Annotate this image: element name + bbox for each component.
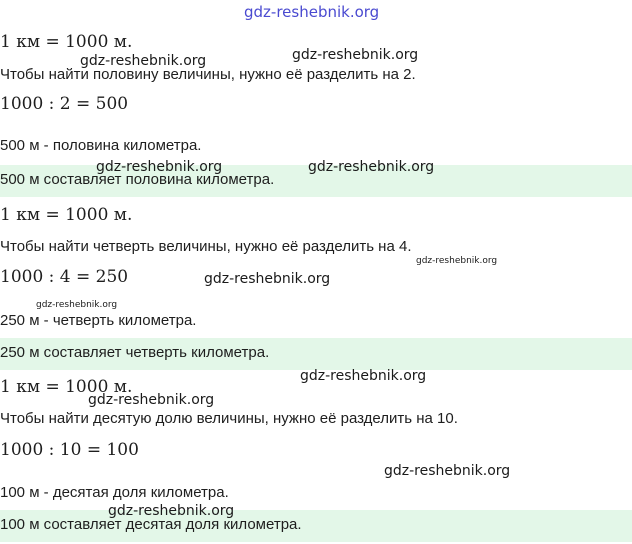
answer-line-2: 250 м составляет четверть километра. [0, 344, 270, 361]
header-watermark: gdz-reshebnik.org [244, 3, 380, 21]
watermark: gdz-reshebnik.org [292, 47, 419, 63]
watermark: gdz-reshebnik.org [300, 368, 427, 384]
result-line-1: 500 м - половина километра. [0, 137, 202, 154]
watermark: gdz-reshebnik.org [80, 53, 207, 69]
watermark: gdz-reshebnik.org [416, 256, 498, 266]
answer-line-1: 500 м составляет половина километра. [0, 171, 275, 188]
watermark: gdz-reshebnik.org [88, 392, 215, 408]
watermark: gdz-reshebnik.org [308, 159, 435, 175]
calculation-line-2: 1000 : 4 = 250 [0, 267, 129, 287]
answer-box-2 [0, 338, 632, 370]
calculation-line-3: 1000 : 10 = 100 [0, 440, 139, 460]
calculation-line-1: 1000 : 2 = 500 [0, 94, 129, 114]
rule-line-3: Чтобы найти десятую долю величины, нужно её разделить на 10. [0, 410, 458, 427]
answer-line-3: 100 м составляет десятая доля километра. [0, 516, 302, 533]
equivalence-line-3: 1 км = 1000 м. [0, 377, 133, 397]
rule-line-2: Чтобы найти четверть величины, нужно её разделить на 4. [0, 238, 412, 255]
result-line-2: 250 м - четверть километра. [0, 312, 197, 329]
watermark: gdz-reshebnik.org [108, 503, 235, 519]
answer-box-3 [0, 510, 632, 542]
watermark: gdz-reshebnik.org [384, 463, 511, 479]
watermark: gdz-reshebnik.org [204, 271, 331, 287]
watermark: gdz-reshebnik.org [96, 159, 223, 175]
equivalence-line-2: 1 км = 1000 м. [0, 205, 133, 225]
rule-line-1: Чтобы найти половину величины, нужно её разделить на 2. [0, 66, 416, 83]
result-line-3: 100 м - десятая доля километра. [0, 484, 229, 501]
watermark: gdz-reshebnik.org [36, 300, 118, 310]
equivalence-line-1: 1 км = 1000 м. [0, 32, 133, 52]
